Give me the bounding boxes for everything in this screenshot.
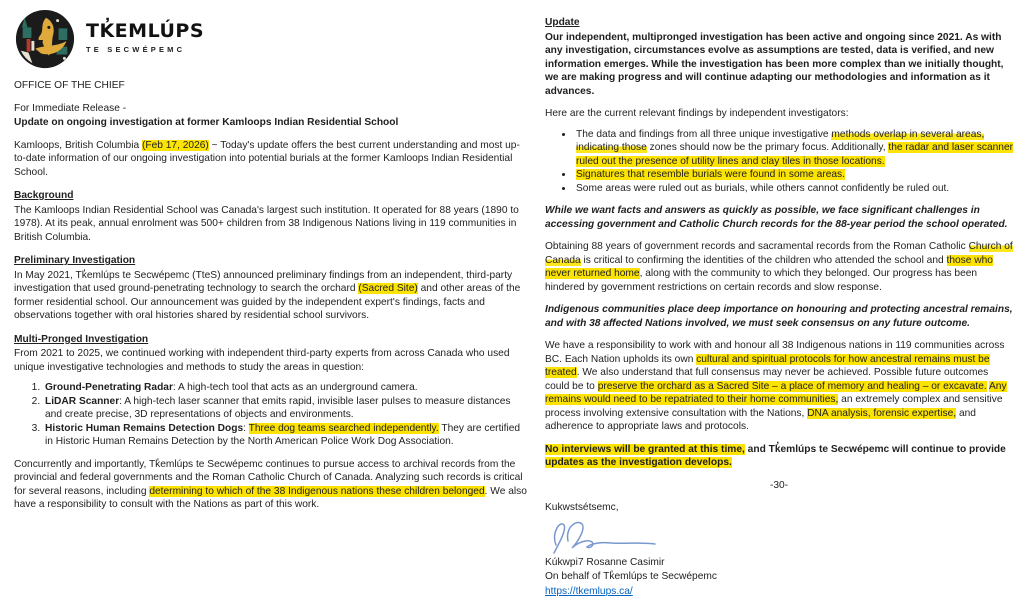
highlighted-text: determining to which of the 38 Indigenous nations these children belonged <box>149 486 484 497</box>
text-run: LiDAR Scanner <box>45 396 119 407</box>
right-column <box>545 6 1013 598</box>
list-item <box>43 381 528 395</box>
records-challenge-statement <box>545 204 1013 231</box>
list-item <box>574 128 1013 169</box>
headline <box>14 116 528 130</box>
highlighted-text: Any remains would need to be repatriated to their home communities, <box>545 381 1007 406</box>
list-item <box>574 168 1013 182</box>
list-item <box>43 395 528 422</box>
tkemlups-logo <box>14 8 76 70</box>
end-mark: -30- <box>545 479 1013 493</box>
text-run: , along with the community to which they belonged. Our progress has been hindered by government restrictions on certain records and slow response. <box>545 268 977 293</box>
text-run: From 2021 to 2025, we continued working with independent third-party experts from across Canada who used unique investigative technologies and methods to study the areas in question: <box>14 348 510 373</box>
signatory-org <box>545 570 1013 584</box>
text-run: Here are the current relevant findings by independent investigators: <box>545 108 849 119</box>
website-link[interactable]: https://tkemlups.ca/ <box>545 585 633 598</box>
text-run: and other areas of the former residential school. Our announcement was guided by the independent expert's findings, facts and observations together with oral histories shared by residential school survivors. <box>14 283 520 321</box>
list-item <box>574 182 1013 196</box>
logo-subtitle: TE SECWÉPEMC <box>86 43 204 57</box>
text-run: On behalf of Tk̓emlúps te Secwépemc <box>545 571 717 582</box>
text-run: Kamloops, British Columbia <box>14 140 142 151</box>
office-line <box>14 79 528 93</box>
text-run: Update on ongoing investigation at former Kamloops Indian Residential School <box>14 117 398 128</box>
text-run: Kúkwpi7 Rosanne Casimir <box>545 557 664 568</box>
text-run: While we want facts and answers as quickly as possible, we face significant challenges in accessing government and Catholic Church records for the 88-year period the school operated. <box>545 205 1008 230</box>
closing-word <box>545 501 1013 515</box>
text-run: Indigenous communities place deep importance on honouring and protecting ancestral remains, and with 38 affected Nations involved, we must seek consensus on any future outcome. <box>545 304 1013 329</box>
text-run: Our independent, multipronged investigation has been active and ongoing since 2021. As with any investigation, circumstances evolve as assumptions are tested, data is verified, and new information emerges. While the investigation has been more complex than we initially thought, we are making progress and will continue adapting our methodologies and information as it advances. <box>545 32 1004 97</box>
highlighted-text: (Feb 17, 2026) <box>142 140 209 151</box>
multi-pronged-investigation-heading: Multi-Pronged Investigation <box>14 333 528 347</box>
highlighted-text: preserve the orchard as a Sacred Site – a place of memory and healing – or excavate. <box>598 381 987 392</box>
text-run: For Immediate Release - <box>14 103 126 114</box>
text-run: Kukwstsétsemc, <box>545 502 619 513</box>
text-run: an extremely complex and sensitive process involving extensive consultation with the Nations, <box>545 394 1003 419</box>
masthead <box>14 8 528 70</box>
text-run: Historic Human Remains Detection Dogs <box>45 423 243 434</box>
highlighted-text: Signatures that resemble burials were found in some areas. <box>576 169 845 180</box>
background-heading: Background <box>14 189 528 203</box>
text-run: is critical to confirming the identities of the children who attended the school and <box>581 255 947 266</box>
text-run: : A high-tech tool that acts as an underground camera. <box>173 382 418 393</box>
text-run: OFFICE OF THE CHIEF <box>14 80 125 91</box>
highlighted-text: updates as the investigation develops. <box>545 457 732 468</box>
nations-responsibility-paragraph <box>545 339 1013 434</box>
signature-image <box>547 517 1013 555</box>
highlighted-text: DNA analysis, forensic expertise, <box>807 408 956 419</box>
ancestral-remains-statement <box>545 303 1013 330</box>
highlighted-text: No interviews will be granted at this time, <box>545 444 745 455</box>
text-run: ~ Today's update offers the best current understanding and most up-to-date information of our ongoing investigation into potential burials at the former Kamloops Indian Residential School. <box>14 140 520 178</box>
archival-records-paragraph <box>14 458 528 512</box>
highlighted-text: methods overlap in several areas, indicating those <box>576 129 984 154</box>
background-paragraph <box>14 204 528 245</box>
text-run: They are certified in Historic Human Remains Detection by the North American Police Work Dog Association. <box>45 423 520 448</box>
preliminary-investigation-heading: Preliminary Investigation <box>14 254 528 268</box>
update-intro-paragraph <box>545 31 1013 99</box>
list-item <box>43 422 528 449</box>
text-run: and adherence to appropriate laws and protocols. <box>545 408 976 433</box>
text-run: Concurrently and importantly, Tk̓emlúps te Secwépemc continues to pursue access to archival records from the provincial and federal governments and the Roman Catholic Church of Canada. Analyzing such records is critical for several reasons, including <box>14 459 523 497</box>
signatory-name <box>545 556 1013 570</box>
text-run: . We also understand that full consensus may never be achieved. Possible future outcomes could be to <box>545 367 988 392</box>
left-column-blocks <box>14 79 528 512</box>
highlighted-text: Three dog teams searched independently. <box>249 423 439 434</box>
text-run: . We also have a responsibility to consult with the Nations as part of this work. <box>14 486 527 511</box>
preliminary-investigation-paragraph <box>14 269 528 323</box>
highlighted-text: (Sacred Site) <box>358 283 417 294</box>
text-run: We have a responsibility to work with and honour all 38 Indigenous nations in 119 communities across BC. Each Nation upholds its own <box>545 340 1004 365</box>
highlighted-text: the radar and laser scanner ruled out the presence of utility lines and clay tiles in those locations. <box>576 142 1013 167</box>
text-run: : <box>243 423 248 434</box>
logo-text <box>86 21 204 57</box>
text-run: Some areas were ruled out as burials, while others cannot confidently be ruled out. <box>576 183 949 194</box>
text-run: The Kamloops Indian Residential School was Canada's largest such institution. It operated for 88 years (1890 to 1978). At its peak, annual enrolment was 500+ children from 38 Indigenous Nations living in 119 communities in British Columbia. <box>14 205 519 243</box>
highlighted-text: cultural and spiritual protocols for how ancestral remains must be treated <box>545 354 990 379</box>
text-run: In May 2021, Tk̓emlúps te Secwépemc (TteS) announced preliminary findings from an independent, third-party investigation that used ground-penetrating technology to search the orchard <box>14 270 512 295</box>
dateline-paragraph <box>14 139 528 180</box>
text-run: The data and findings from all three unique investigative <box>576 129 831 140</box>
highlighted-text: those who never returned home <box>545 255 993 280</box>
highlighted-text: Church of Canada <box>545 241 1013 266</box>
multi-pronged-intro-paragraph <box>14 347 528 374</box>
logo-title: TK̓EMLÚPS <box>86 21 204 41</box>
no-interviews-statement <box>545 443 1013 470</box>
release-line <box>14 102 528 116</box>
investigative-methods-list <box>14 381 528 449</box>
text-run: Obtaining 88 years of government records and sacramental records from the Roman Catholic <box>545 241 969 252</box>
update-heading: Update <box>545 16 1013 30</box>
text-run: and Tk̓emlúps te Secwépemc will continue to provide <box>745 444 1006 455</box>
left-column <box>14 6 528 512</box>
text-run: : A high-tech laser scanner that emits rapid, invisible laser pulses to measure distances and create precise, 3D representations of objects and environments. <box>45 396 510 421</box>
text-run: zones should now be the primary focus. Additionally, <box>647 142 889 153</box>
text-run: Ground-Penetrating Radar <box>45 382 173 393</box>
findings-list <box>545 128 1013 196</box>
findings-lead-paragraph <box>545 107 1013 121</box>
records-importance-paragraph <box>545 240 1013 294</box>
